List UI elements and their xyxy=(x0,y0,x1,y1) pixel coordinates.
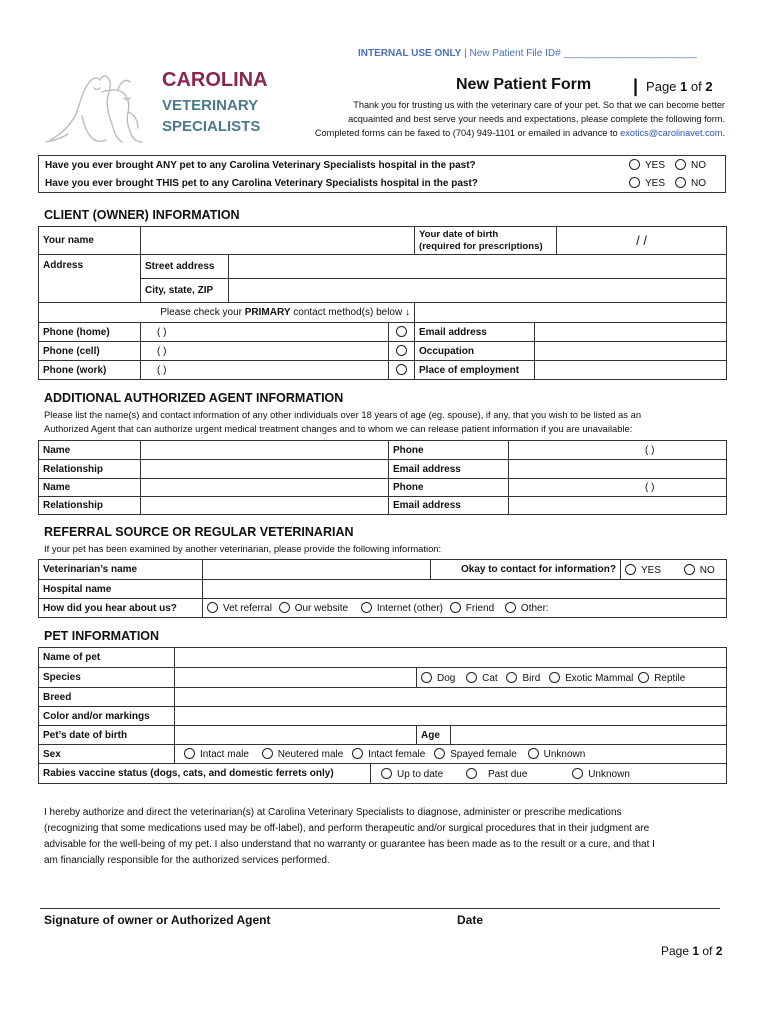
species-bird-option[interactable]: Bird xyxy=(506,673,540,684)
client-heading: CLIENT (OWNER) INFORMATION xyxy=(44,208,240,222)
agent1-relationship-field[interactable] xyxy=(141,460,389,479)
q1-yes-option[interactable]: YES xyxy=(629,159,665,171)
employment-field[interactable] xyxy=(535,361,727,380)
rabies-up-to-date-option[interactable]: Up to date xyxy=(381,769,443,780)
city-label: City, state, ZIP xyxy=(141,279,229,303)
agent2-relationship-field[interactable] xyxy=(141,497,389,515)
phone-home-field[interactable]: ( ) xyxy=(141,323,389,342)
agent1-name-field[interactable] xyxy=(141,441,389,460)
radio-icon[interactable] xyxy=(506,672,517,683)
agent2-email-label: Email address xyxy=(389,497,509,515)
agent1-email-label: Email address xyxy=(389,460,509,479)
occupation-label: Occupation xyxy=(415,342,535,361)
radio-icon[interactable] xyxy=(450,602,461,613)
radio-icon[interactable] xyxy=(675,177,686,188)
referral-heading: REFERRAL SOURCE OR REGULAR VETERINARIAN xyxy=(44,525,354,539)
signature-line[interactable] xyxy=(40,908,720,909)
how-vet-referral-option[interactable]: Vet referral xyxy=(207,603,272,614)
radio-icon[interactable] xyxy=(352,748,363,759)
primary-contact-note: Please check your PRIMARY contact method(s) below ↓ xyxy=(39,303,415,323)
radio-icon[interactable] xyxy=(279,602,290,613)
how-our-website-option[interactable]: Our website xyxy=(279,603,348,614)
radio-icon[interactable] xyxy=(638,672,649,683)
brand-name xyxy=(162,70,268,134)
client-table xyxy=(38,226,727,380)
radio-icon[interactable] xyxy=(184,748,195,759)
phone-work-primary-radio[interactable] xyxy=(389,361,415,380)
okay-to-contact-options xyxy=(621,560,727,580)
how-heard-label: How did you hear about us? xyxy=(39,599,203,618)
q2-no-option[interactable]: NO xyxy=(675,177,706,189)
agent-heading: ADDITIONAL AUTHORIZED AGENT INFORMATION xyxy=(44,391,344,405)
radio-icon[interactable] xyxy=(549,672,560,683)
sex-label: Sex xyxy=(39,745,175,764)
brand-line-2: VETERINARY xyxy=(162,97,259,114)
phone-cell-primary-radio[interactable] xyxy=(389,342,415,361)
vet-name-field[interactable] xyxy=(203,560,431,580)
hospital-name-label: Hospital name xyxy=(39,580,203,599)
your-name-label: Your name xyxy=(39,227,141,255)
dob-label: Your date of birth (required for prescriptions) xyxy=(415,227,557,255)
agent-description: Please list the name(s) and contact information of any other individuals over 18 years of age (eg. spouse), if any, that you wish to be listed as an Authorized Agent that can authorize urgent medical treatment changes and to whom we can release patient information if you are unavailable: xyxy=(44,409,642,434)
radio-icon[interactable] xyxy=(505,602,516,613)
okay-to-contact-label: Okay to contact for information? xyxy=(431,560,621,580)
species-label: Species xyxy=(39,668,175,688)
form-title: New Patient Form xyxy=(456,76,592,93)
agent2-name-field[interactable] xyxy=(141,479,389,497)
radio-icon[interactable] xyxy=(434,748,445,759)
city-field[interactable] xyxy=(229,279,727,303)
file-id-label: New Patient File ID# ________________________ xyxy=(469,48,697,59)
agent1-phone-field[interactable]: ( ) xyxy=(509,441,727,460)
pet-name-label: Name of pet xyxy=(39,648,175,668)
radio-icon[interactable] xyxy=(396,345,407,356)
phone-home-label: Phone (home) xyxy=(39,323,141,342)
pet-heading: PET INFORMATION xyxy=(44,629,160,643)
authorization-text: I hereby authorize and direct the veterinarian(s) at Carolina Veterinary Specialists to diagnose, administer or prescribe medications (recognizing that some medications used may be off-label), and perform therapeutic and/or surgical procedures that in their judgment are advisable for the well-being of my pet. I also understand that no warranty or guarantee has been made as to the result or a cure, and that I am financially responsible for the authorized services performed. xyxy=(44,807,655,866)
address-label: Address xyxy=(39,255,141,303)
email-label: Email address xyxy=(415,323,535,342)
radio-icon[interactable] xyxy=(361,602,372,613)
brand-line-3: SPECIALISTS xyxy=(162,118,261,135)
dob-field[interactable]: / / xyxy=(557,227,727,255)
radio-icon[interactable] xyxy=(396,326,407,337)
referral-table xyxy=(38,559,727,618)
phone-cell-field[interactable]: ( ) xyxy=(141,342,389,361)
radio-icon[interactable] xyxy=(466,768,477,779)
rabies-options xyxy=(371,764,727,784)
how-internet-option[interactable]: Internet (other) xyxy=(361,603,443,614)
radio-icon[interactable] xyxy=(629,177,640,188)
rabies-unknown-option[interactable]: Unknown xyxy=(572,769,630,780)
agent1-phone-label: Phone xyxy=(389,441,509,460)
q1-no-option[interactable]: NO xyxy=(675,159,706,171)
radio-icon[interactable] xyxy=(572,768,583,779)
radio-icon[interactable] xyxy=(396,364,407,375)
sex-options xyxy=(175,745,727,764)
intro-text: Thank you for trusting us with the veterinary care of your pet. So that we can become better acquainted and best serve your needs and expectations, please complete the following form. Completed forms can be faxed to (704) 949-1101 or emailed in advance to exotics@carolinavet.com. xyxy=(314,100,725,138)
how-friend-option[interactable]: Friend xyxy=(450,603,494,614)
radio-icon[interactable] xyxy=(528,748,539,759)
sex-intact-female-option[interactable]: Intact female xyxy=(352,749,425,760)
species-dog-option[interactable]: Dog xyxy=(421,673,455,684)
page-indicator-bottom: Page 1 of 2 xyxy=(661,944,723,958)
how-heard-options xyxy=(203,599,727,618)
breed-field[interactable] xyxy=(175,688,727,707)
internal-use-label: INTERNAL USE ONLY xyxy=(358,48,462,59)
pet-name-field[interactable] xyxy=(175,648,727,668)
street-field[interactable] xyxy=(229,255,727,279)
street-label: Street address xyxy=(141,255,229,279)
email-field[interactable] xyxy=(535,323,727,342)
your-name-field[interactable] xyxy=(141,227,415,255)
hospital-name-field[interactable] xyxy=(203,580,727,599)
prior-visit-questions xyxy=(38,155,726,193)
agent2-relationship-label: Relationship xyxy=(39,497,141,515)
phone-cell-label: Phone (cell) xyxy=(39,342,141,361)
vet-name-label: Veterinarian’s name xyxy=(39,560,203,580)
radio-icon[interactable] xyxy=(381,768,392,779)
species-cat-option[interactable]: Cat xyxy=(466,673,498,684)
rabies-past-due-option[interactable]: Past due xyxy=(466,769,527,780)
species-exotic-mammal-option[interactable]: Exotic Mammal xyxy=(549,673,633,684)
color-field[interactable] xyxy=(175,707,727,726)
age-label: Age xyxy=(417,726,451,745)
page-indicator-top: | Page 1 of 2 xyxy=(633,76,713,96)
agent1-email-field[interactable] xyxy=(509,460,727,479)
radio-icon[interactable] xyxy=(262,748,273,759)
radio-icon[interactable] xyxy=(684,564,695,575)
internal-use-line: INTERNAL USE ONLY | New Patient File ID# ________________________ xyxy=(358,48,697,59)
referral-description: If your pet has been examined by another veterinarian, please provide the following information: xyxy=(44,543,442,554)
sex-neutered-male-option[interactable]: Neutered male xyxy=(262,749,344,760)
brand-line-1: CAROLINA xyxy=(162,69,268,91)
phone-work-field[interactable]: ( ) xyxy=(141,361,389,380)
radio-icon[interactable] xyxy=(207,602,218,613)
date-label: Date xyxy=(457,913,484,927)
radio-icon[interactable] xyxy=(466,672,477,683)
occupation-field[interactable] xyxy=(535,342,727,361)
question-any-pet: Have you ever brought ANY pet to any Carolina Veterinary Specialists hospital in the past? xyxy=(45,160,476,171)
agent2-phone-field[interactable]: ( ) xyxy=(509,479,727,497)
how-other-option[interactable]: Other: xyxy=(505,603,549,614)
okay-yes-option[interactable]: YES xyxy=(625,565,661,576)
rabies-label: Rabies vaccine status (dogs, cats, and domestic ferrets only) xyxy=(39,764,371,784)
species-reptile-option[interactable]: Reptile xyxy=(638,673,685,684)
age-field[interactable] xyxy=(451,726,727,745)
phone-home-primary-radio[interactable] xyxy=(389,323,415,342)
sex-spayed-female-option[interactable]: Spayed female xyxy=(434,749,517,760)
question-this-pet: Have you ever brought THIS pet to any Carolina Veterinary Specialists hospital in the past? xyxy=(45,178,478,189)
agent-table xyxy=(38,440,727,515)
q2-yes-option[interactable]: YES xyxy=(629,177,665,189)
agent2-name-label: Name xyxy=(39,479,141,497)
radio-icon[interactable] xyxy=(675,159,686,170)
breed-label: Breed xyxy=(39,688,175,707)
sex-intact-male-option[interactable]: Intact male xyxy=(184,749,249,760)
radio-icon[interactable] xyxy=(625,564,636,575)
pet-table xyxy=(38,647,727,784)
agent1-name-label: Name xyxy=(39,441,141,460)
species-options xyxy=(417,668,727,688)
signature-label: Signature of owner or Authorized Agent xyxy=(44,913,271,927)
employment-label: Place of employment xyxy=(415,361,535,380)
phone-work-label: Phone (work) xyxy=(39,361,141,380)
cat-dog-logo-icon xyxy=(42,68,160,146)
okay-no-option[interactable]: NO xyxy=(684,565,715,576)
color-label: Color and/or markings xyxy=(39,707,175,726)
agent1-relationship-label: Relationship xyxy=(39,460,141,479)
radio-icon[interactable] xyxy=(421,672,432,683)
agent2-phone-label: Phone xyxy=(389,479,509,497)
sex-unknown-option[interactable]: Unknown xyxy=(528,749,586,760)
radio-icon[interactable] xyxy=(629,159,640,170)
email-link[interactable]: exotics@carolinavet.com xyxy=(620,128,723,138)
pet-dob-label: Pet’s date of birth xyxy=(39,726,175,745)
species-text-field[interactable] xyxy=(175,668,417,688)
pet-dob-field[interactable] xyxy=(175,726,417,745)
agent2-email-field[interactable] xyxy=(509,497,727,515)
